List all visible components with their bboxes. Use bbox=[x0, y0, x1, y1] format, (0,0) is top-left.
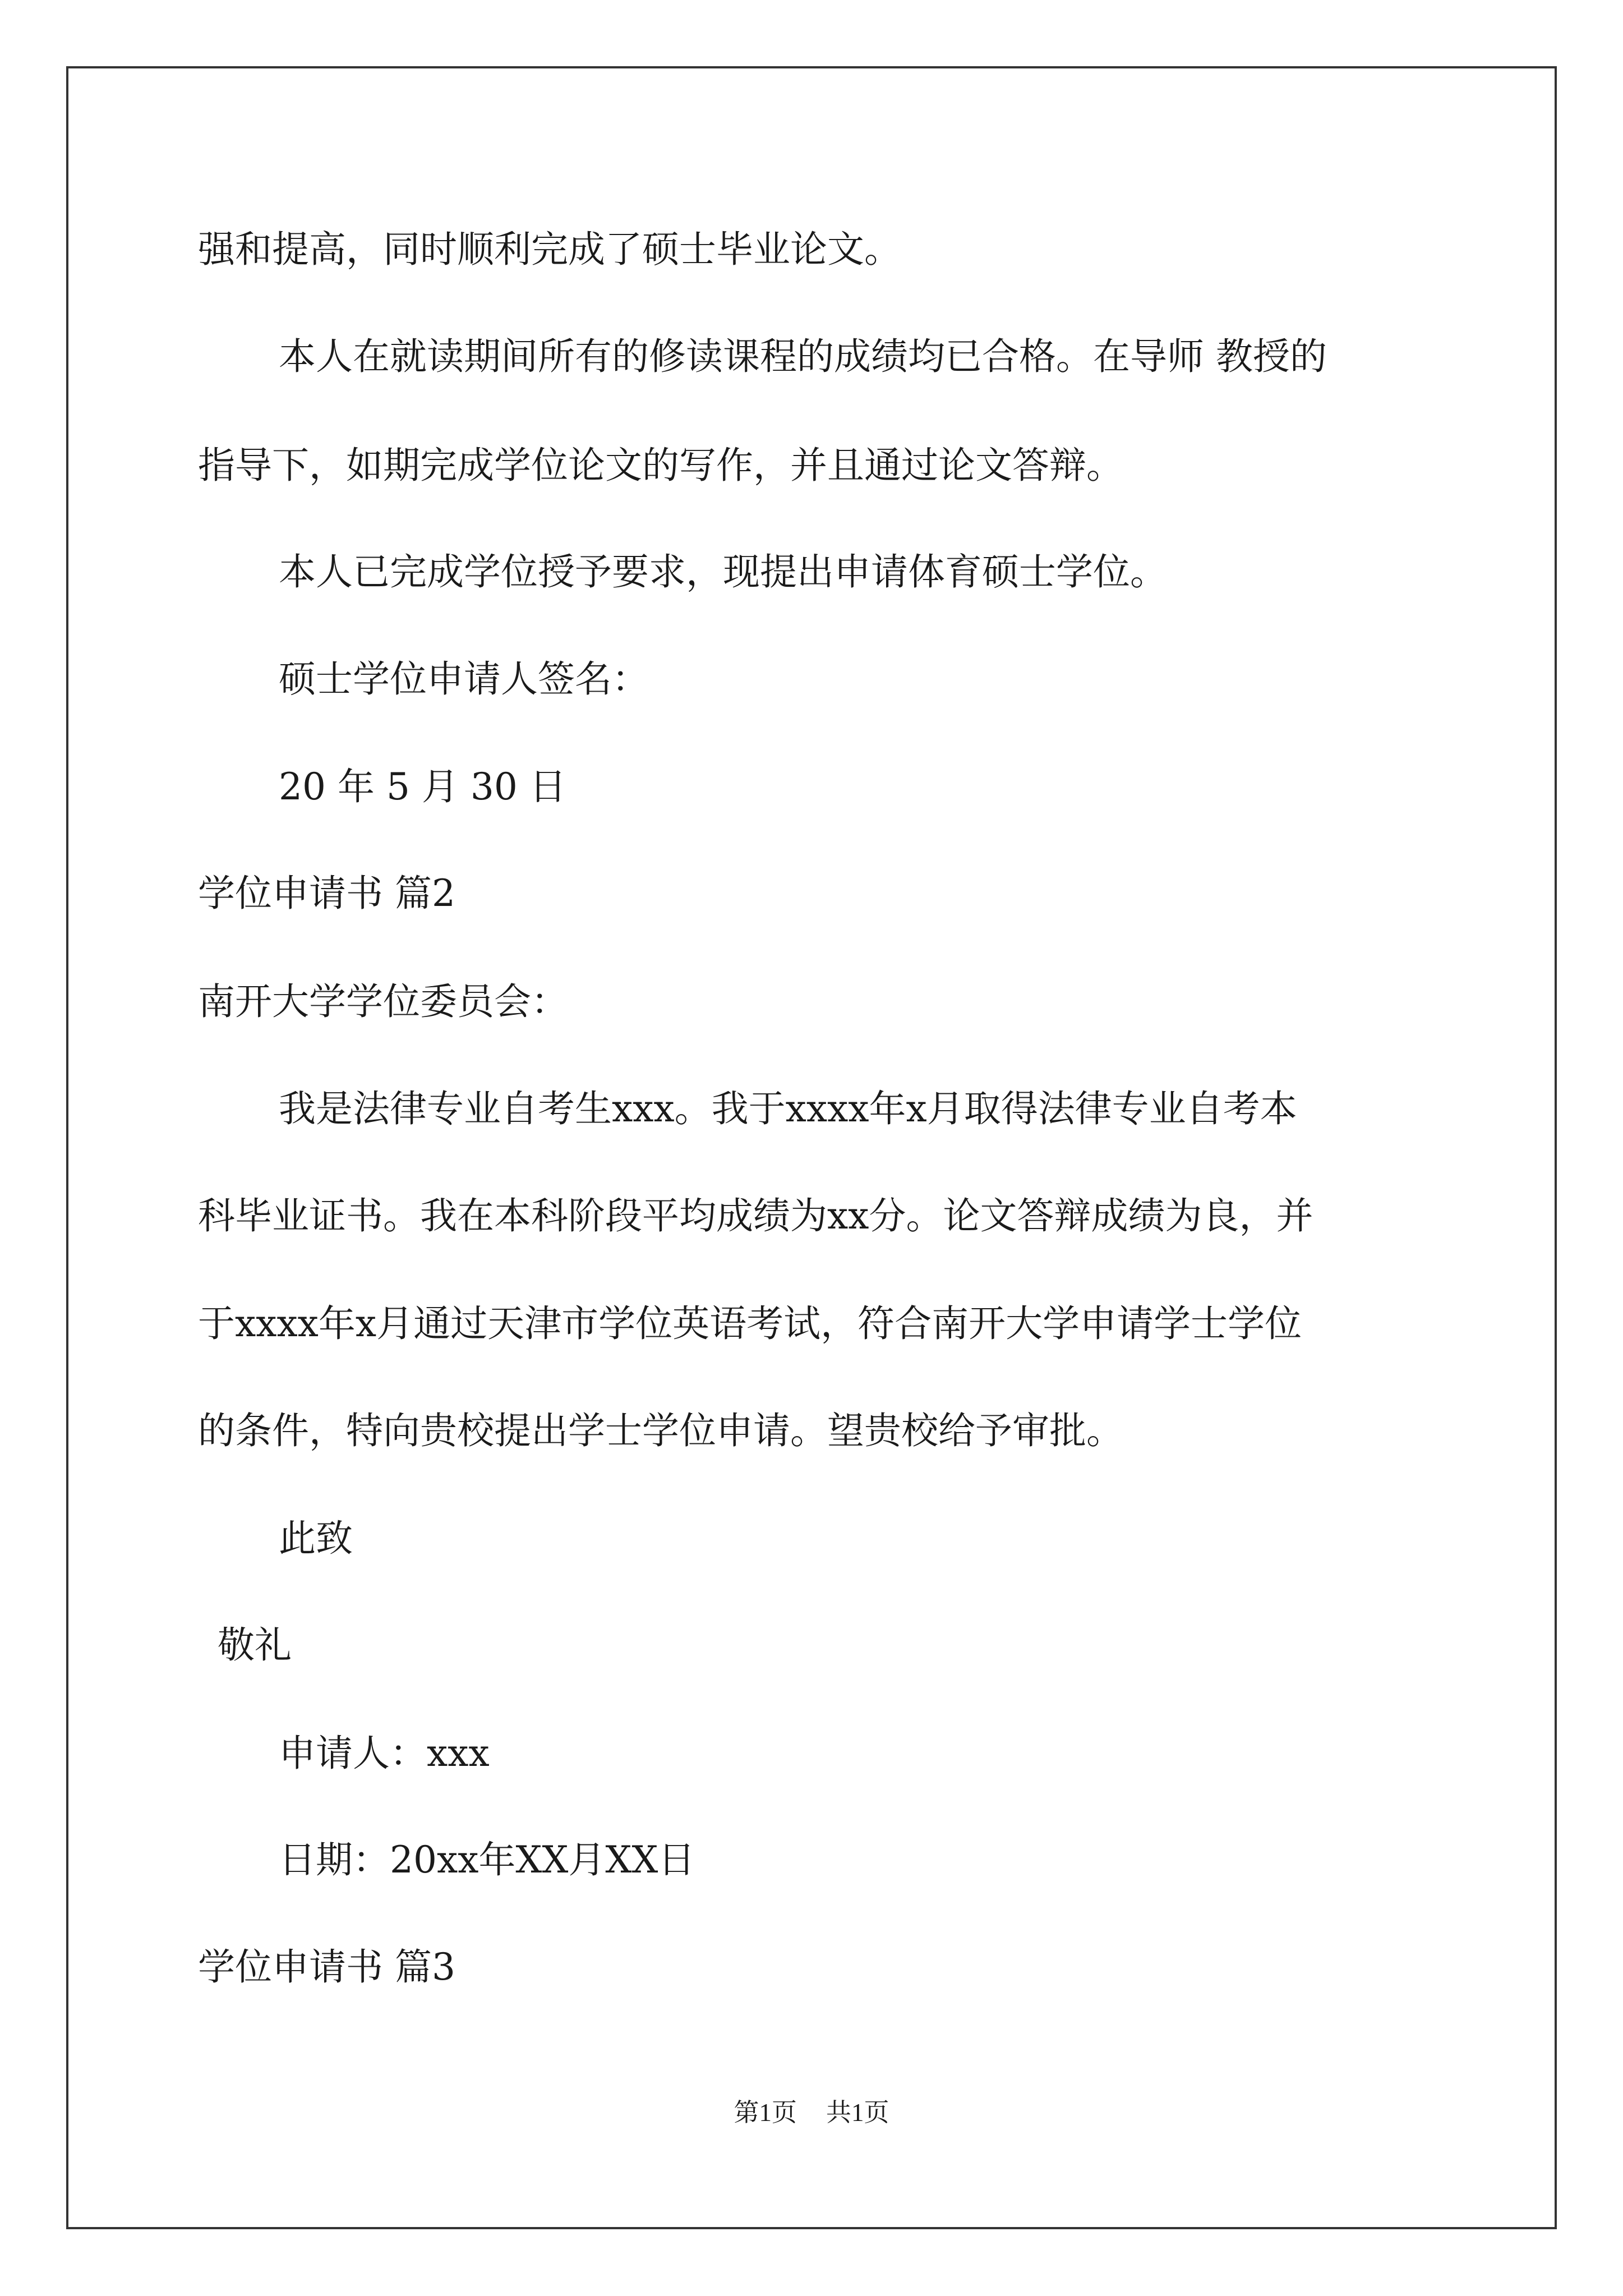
signature-label: 硕士学位申请人签名： bbox=[279, 657, 649, 701]
paragraph-line-8: 的条件，特向贵校提出学士学位申请。望贵校给予审批。 bbox=[198, 1409, 1123, 1452]
application-date: 日期：20xx年XX月XX日 bbox=[279, 1838, 695, 1881]
closing-phrase: 此致 bbox=[279, 1517, 353, 1560]
closing-regards: 敬礼 bbox=[218, 1623, 292, 1667]
page-border bbox=[66, 66, 1557, 2229]
applicant-name: 申请人：xxx bbox=[279, 1732, 490, 1775]
page-footer bbox=[0, 2100, 1623, 2125]
paragraph-line-3: 指导下，如期完成学位论文的写作，并且通过论文答辩。 bbox=[198, 444, 1123, 487]
paragraph-line-7: 于xxxx年x月通过天津市学位英语考试，符合南开大学申请学士学位 bbox=[198, 1302, 1302, 1345]
page-number: 第1页 bbox=[734, 2099, 797, 2127]
paragraph-line-2: 本人在就读期间所有的修读课程的成绩均已合格。在导师 教授的 bbox=[279, 335, 1327, 378]
page-total: 共1页 bbox=[826, 2099, 889, 2127]
paragraph-line-1: 强和提高，同时顺利完成了硕士毕业论文。 bbox=[198, 228, 901, 271]
signature-date: 20 年 5 月 30 日 bbox=[279, 765, 566, 808]
section-heading-2: 学位申请书 篇2 bbox=[198, 872, 455, 915]
section-heading-3: 学位申请书 篇3 bbox=[198, 1945, 455, 1989]
paragraph-line-4: 本人已完成学位授予要求，现提出申请体育硕士学位。 bbox=[279, 550, 1167, 593]
paragraph-line-6: 科毕业证书。我在本科阶段平均成绩为xx分。论文答辩成绩为良，并 bbox=[198, 1194, 1313, 1237]
salutation: 南开大学学位委员会： bbox=[198, 980, 568, 1023]
paragraph-line-5: 我是法律专业自考生xxx。我于xxxx年x月取得法律专业自考本 bbox=[279, 1087, 1297, 1130]
